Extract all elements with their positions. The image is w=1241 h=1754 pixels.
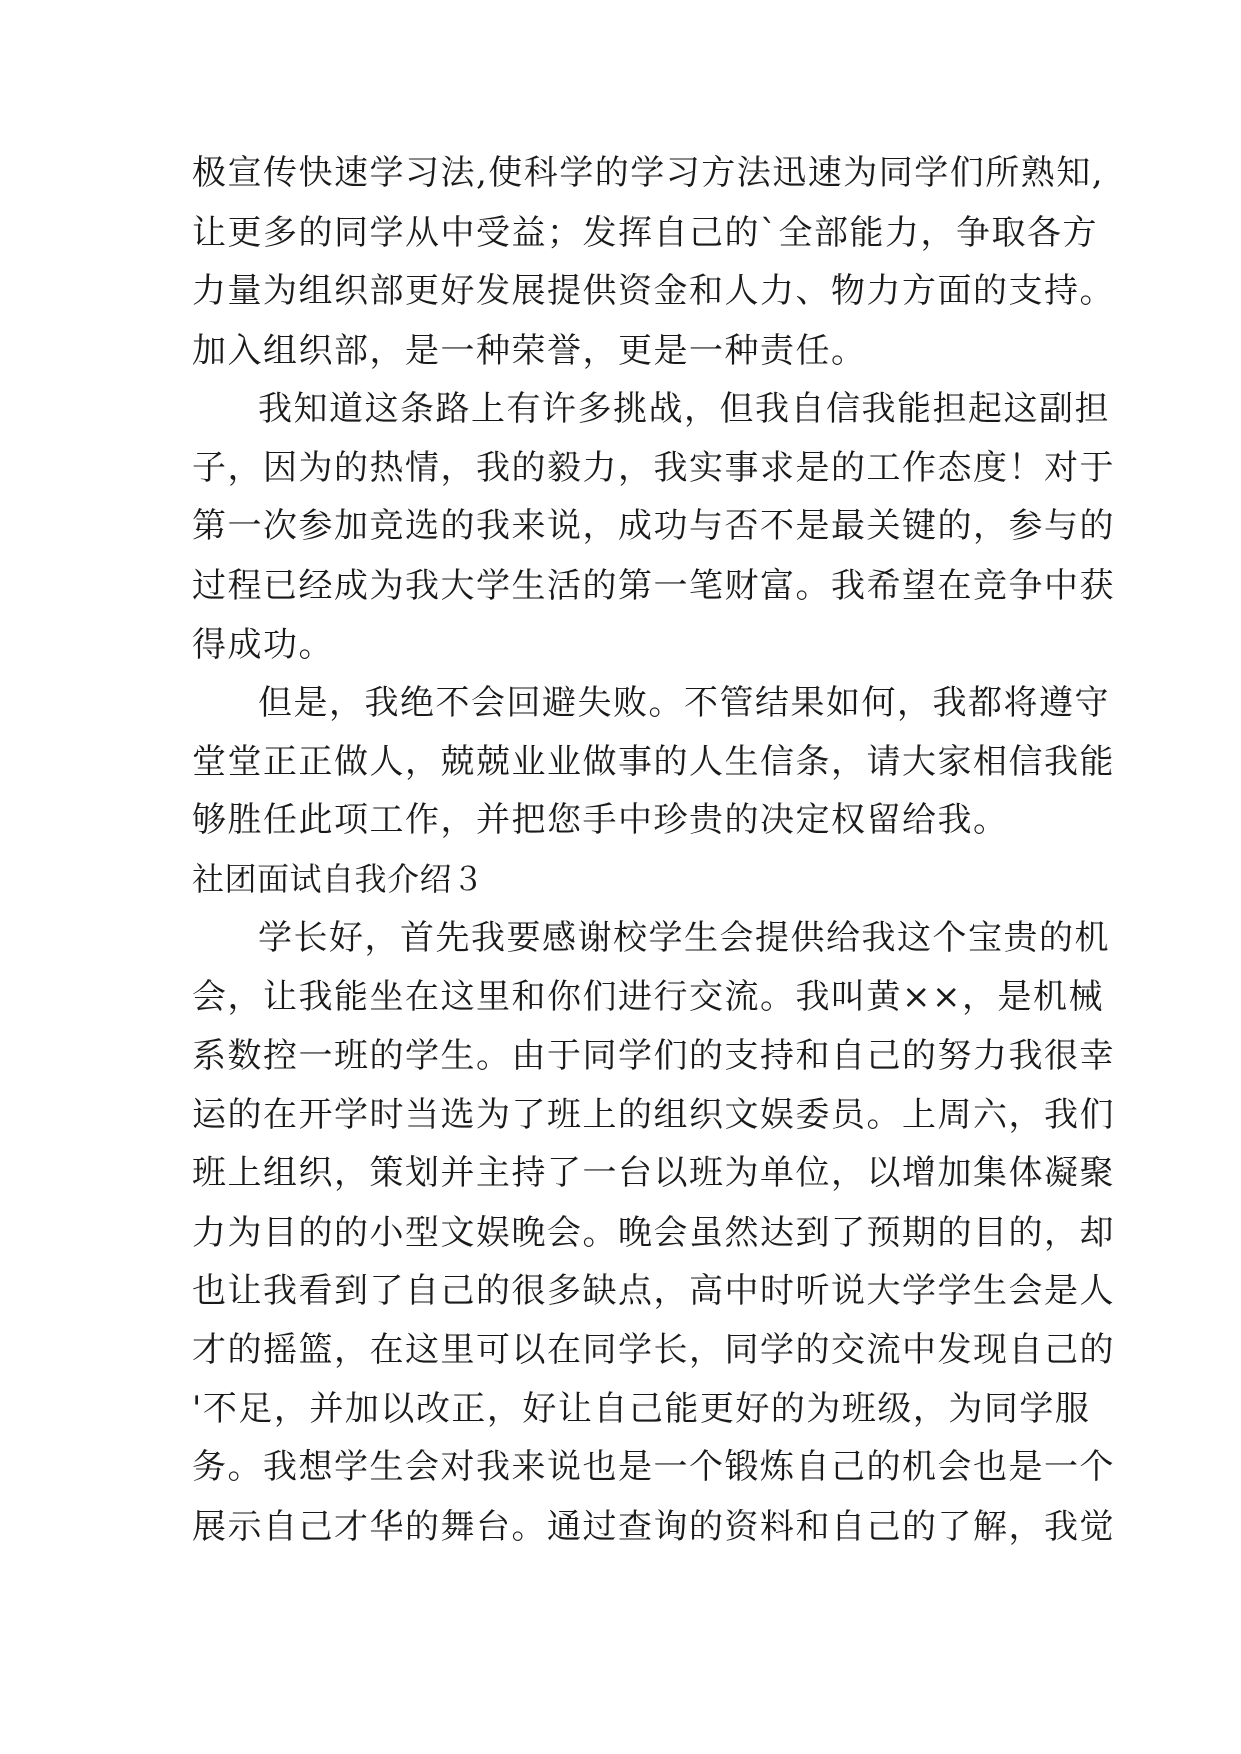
paragraph-first-line: 但是，我绝不会回避失败。不管结果如何，我都将遵守 [258, 683, 1110, 723]
text-line: 堂堂正正做人，兢兢业业做事的人生信条，请大家相信我能 [192, 742, 1115, 782]
text-line: 让更多的同学从中受益；发挥自己的`全部能力，争取各方 [192, 213, 1098, 253]
text-line: 班上组织，策划并主持了一台以班为单位，以增加集体凝聚 [192, 1153, 1115, 1193]
text-line: 会，让我能坐在这里和你们进行交流。我叫黄××，是机械 [192, 977, 1104, 1017]
text-line: 力量为组织部更好发展提供资金和人力、物力方面的支持。 [192, 271, 1115, 311]
text-line: 过程已经成为我大学生活的第一笔财富。我希望在竞争中获 [192, 566, 1115, 606]
text-line: 极宣传快速学习法,使科学的学习方法迅速为同学们所熟知, [192, 153, 1105, 193]
text-line: 得成功。 [192, 625, 334, 665]
text-line: '不足，并加以改正，好让自己能更好的为班级，为同学服 [192, 1389, 1091, 1429]
text-line: 加入组织部，是一种荣誉，更是一种责任。 [192, 331, 867, 371]
text-line: 务。我想学生会对我来说也是一个锻炼自己的机会也是一个 [192, 1447, 1115, 1487]
text-line: 子，因为的热情，我的毅力，我实事求是的工作态度！对于 [192, 448, 1115, 488]
text-line: 力为目的的小型文娱晚会。晚会虽然达到了预期的目的，却 [192, 1213, 1115, 1253]
text-line: 系数控一班的学生。由于同学们的支持和自己的努力我很幸 [192, 1036, 1115, 1076]
paragraph-first-line: 我知道这条路上有许多挑战，但我自信我能担起这副担 [258, 389, 1110, 429]
text-line: 运的在开学时当选为了班上的组织文娱委员。上周六，我们 [192, 1095, 1115, 1135]
section-heading: 社团面试自我介绍３ [192, 860, 485, 898]
text-line: 第一次参加竞选的我来说，成功与否不是最关键的，参与的 [192, 506, 1115, 546]
text-line: 够胜任此项工作，并把您手中珍贵的决定权留给我。 [192, 800, 1009, 840]
text-line: 才的摇篮，在这里可以在同学长，同学的交流中发现自己的 [192, 1330, 1115, 1370]
paragraph-first-line: 学长好，首先我要感谢校学生会提供给我这个宝贵的机 [258, 918, 1110, 958]
text-line: 展示自己才华的舞台。通过查询的资料和自己的了解，我觉 [192, 1507, 1115, 1547]
text-line: 也让我看到了自己的很多缺点，高中时听说大学学生会是人 [192, 1271, 1115, 1311]
